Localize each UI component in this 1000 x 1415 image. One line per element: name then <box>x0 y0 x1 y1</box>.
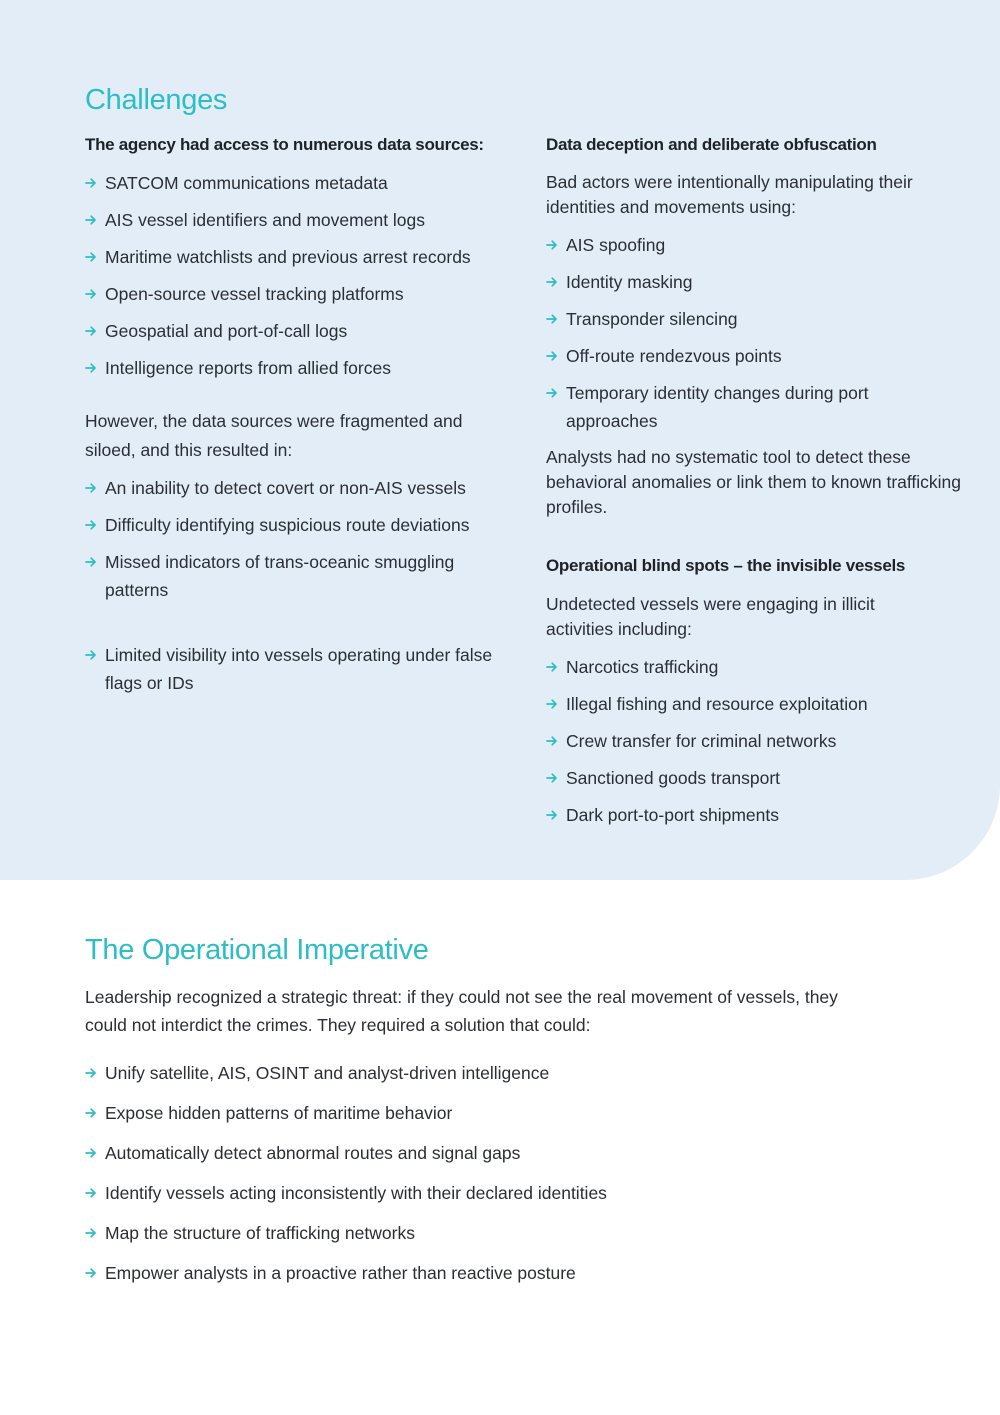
list-item-text: Map the structure of trafficking networks <box>105 1223 415 1243</box>
list-item-text: Crew transfer for criminal networks <box>566 731 837 751</box>
list-item <box>85 169 515 197</box>
list-item <box>85 243 515 271</box>
sources-heading: The agency had access to numerous data sources: <box>85 135 484 154</box>
list-item <box>546 305 936 333</box>
list-item <box>85 1059 785 1087</box>
list-item-text: AIS spoofing <box>566 235 666 255</box>
arrow-right-icon <box>546 342 562 370</box>
imperative-intro: Leadership recognized a strategic threat: if they could not see the real movement of vessels, they could not interdict the crimes. They required a solution that could: <box>85 987 838 1035</box>
list-item <box>85 1179 785 1207</box>
list-item <box>546 690 966 718</box>
list-item <box>85 354 515 382</box>
list-item <box>85 1259 785 1287</box>
deception-text: Bad actors were intentionally manipulating their identities and movements using: <box>546 172 913 217</box>
sources-list <box>85 169 515 382</box>
arrow-right-icon <box>85 1139 101 1167</box>
arrow-right-icon <box>85 1259 101 1287</box>
arrow-right-icon <box>85 1059 101 1087</box>
arrow-right-icon <box>546 653 562 681</box>
deception-heading: Data deception and deliberate obfuscation <box>546 135 877 154</box>
list-item-text: Open-source vessel tracking platforms <box>105 284 404 304</box>
arrow-right-icon <box>85 280 101 308</box>
list-item-text: An inability to detect covert or non-AIS vessels <box>105 478 466 498</box>
arrow-right-icon <box>85 1099 101 1127</box>
list-item-text: Unify satellite, AIS, OSINT and analyst-driven intelligence <box>105 1063 550 1083</box>
list-item-text: Narcotics trafficking <box>566 657 719 677</box>
list-item <box>546 268 936 296</box>
list-item <box>85 511 515 539</box>
list-item-text: Identify vessels acting inconsistently with their declared identities <box>105 1183 607 1203</box>
imperative-list <box>85 1059 785 1287</box>
list-item <box>85 280 515 308</box>
list-item-text: Temporary identity changes during port approaches <box>566 383 869 431</box>
list-item-text: Dark port-to-port shipments <box>566 805 779 825</box>
arrow-right-icon <box>546 801 562 829</box>
list-item <box>546 342 936 370</box>
challenges-title: Challenges <box>85 84 228 116</box>
arrow-right-icon <box>85 354 101 382</box>
list-item-text: Limited visibility into vessels operating under false flags or IDs <box>105 645 493 693</box>
list-item-text: Sanctioned goods transport <box>566 768 781 788</box>
list-item-text: Expose hidden patterns of maritime behavior <box>105 1103 453 1123</box>
list-item <box>546 727 966 755</box>
arrow-right-icon <box>85 169 101 197</box>
list-item-text: Intelligence reports from allied forces <box>105 358 391 378</box>
list-item <box>546 764 966 792</box>
list-item <box>546 231 936 259</box>
list-item <box>85 641 515 697</box>
list-item <box>546 379 936 435</box>
blindspots-heading: Operational blind spots – the invisible vessels <box>546 556 906 575</box>
list-item-text: Maritime watchlists and previous arrest records <box>105 247 471 267</box>
list-item-text: Off-route rendezvous points <box>566 346 782 366</box>
arrow-right-icon <box>85 206 101 234</box>
list-item-text: AIS vessel identifiers and movement logs <box>105 210 426 230</box>
list-item <box>85 1139 785 1167</box>
list-item-text: Identity masking <box>566 272 693 292</box>
arrow-right-icon <box>85 1219 101 1247</box>
blindspots-list <box>546 653 966 829</box>
arrow-right-icon <box>546 690 562 718</box>
list-item-text: Missed indicators of trans-oceanic smuggling patterns <box>105 552 455 600</box>
arrow-right-icon <box>85 317 101 345</box>
list-item <box>85 548 515 604</box>
list-item <box>85 1099 785 1127</box>
arrow-right-icon <box>85 548 101 576</box>
list-item-text: Illegal fishing and resource exploitation <box>566 694 868 714</box>
arrow-right-icon <box>546 305 562 333</box>
list-item <box>85 1219 785 1247</box>
arrow-right-icon <box>546 268 562 296</box>
list-item <box>546 801 966 829</box>
arrow-right-icon <box>85 474 101 502</box>
list-item <box>85 474 515 502</box>
arrow-right-icon <box>546 379 562 407</box>
list-item-text: SATCOM communications metadata <box>105 173 388 193</box>
imperative-title: The Operational Imperative <box>85 934 429 966</box>
list-item-text: Geospatial and port-of-call logs <box>105 321 348 341</box>
arrow-right-icon <box>85 511 101 539</box>
arrow-right-icon <box>85 243 101 271</box>
arrow-right-icon <box>85 1179 101 1207</box>
list-item-text: Empower analysts in a proactive rather than reactive posture <box>105 1263 576 1283</box>
results-list <box>85 474 515 697</box>
arrow-right-icon <box>546 764 562 792</box>
arrow-right-icon <box>85 641 101 669</box>
arrow-right-icon <box>546 727 562 755</box>
list-item-text: Automatically detect abnormal routes and signal gaps <box>105 1143 521 1163</box>
list-item <box>85 317 515 345</box>
list-item-text: Transponder silencing <box>566 309 738 329</box>
list-item <box>546 653 966 681</box>
deception-list <box>546 231 936 435</box>
arrow-right-icon <box>546 231 562 259</box>
list-item-text: Difficulty identifying suspicious route deviations <box>105 515 470 535</box>
analysts-text: Analysts had no systematic tool to detect these behavioral anomalies or link them to known trafficking profiles. <box>546 447 962 517</box>
blindspots-text: Undetected vessels were engaging in illicit activities including: <box>546 594 875 639</box>
fragmented-text: However, the data sources were fragmented and siloed, and this resulted in: <box>85 411 463 460</box>
list-item <box>85 206 515 234</box>
